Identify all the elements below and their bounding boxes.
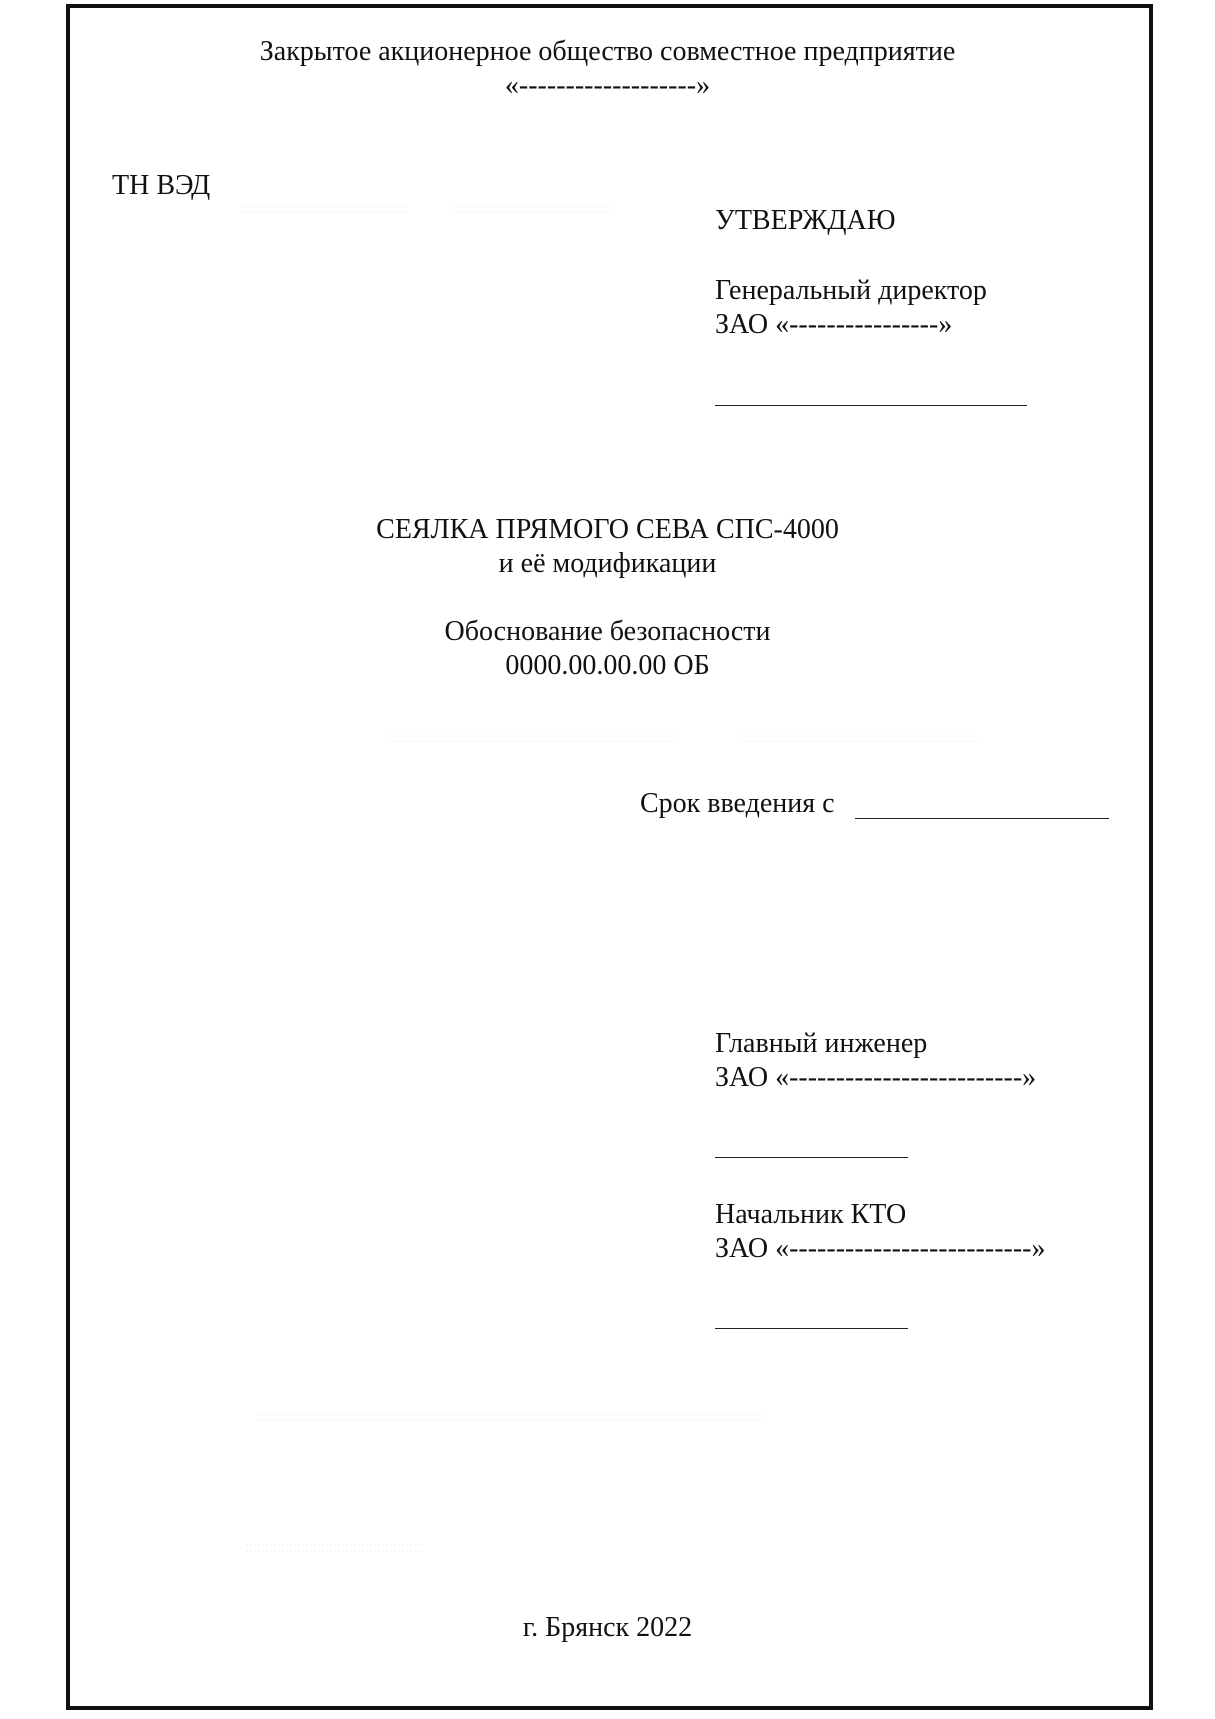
- organization-name: Закрытое акционерное общество совместное предприятие: [259, 36, 956, 67]
- placeholder-field: [740, 733, 978, 745]
- organization-quoted-name: «-------------------»: [504, 70, 711, 101]
- placeholder-field: [450, 203, 615, 215]
- document-type: Обоснование безопасности: [444, 616, 771, 647]
- placeholder-field: [255, 1411, 765, 1423]
- city-year: г. Брянск 2022: [522, 1612, 693, 1643]
- kto-head-position: Начальник КТО: [715, 1199, 907, 1230]
- kto-head-signature-line: [715, 1328, 908, 1329]
- approval-company: ЗАО «----------------»: [715, 309, 953, 340]
- document-title: СЕЯЛКА ПРЯМОГО СЕВА СПС-4000: [376, 514, 839, 545]
- effective-date-label: Срок введения с: [640, 788, 835, 819]
- approval-position: Генеральный директор: [715, 275, 987, 306]
- document-code: 0000.00.00.00 ОБ: [505, 650, 710, 681]
- chief-engineer-company: ЗАО «-------------------------»: [715, 1062, 1037, 1093]
- placeholder-field: [388, 733, 676, 745]
- director-signature-line: [715, 405, 1027, 406]
- chief-engineer-signature-line: [715, 1157, 908, 1158]
- placeholder-field: [245, 1542, 423, 1554]
- effective-date-line: [855, 818, 1109, 819]
- document-subtitle: и её модификации: [498, 548, 717, 579]
- approval-heading: УТВЕРЖДАЮ: [715, 205, 896, 236]
- chief-engineer-position: Главный инженер: [715, 1028, 928, 1059]
- tn-ved-label: ТН ВЭД: [112, 170, 211, 201]
- kto-head-company: ЗАО «--------------------------»: [715, 1233, 1046, 1264]
- placeholder-field: [240, 203, 408, 215]
- page-border-frame: [66, 4, 1153, 1710]
